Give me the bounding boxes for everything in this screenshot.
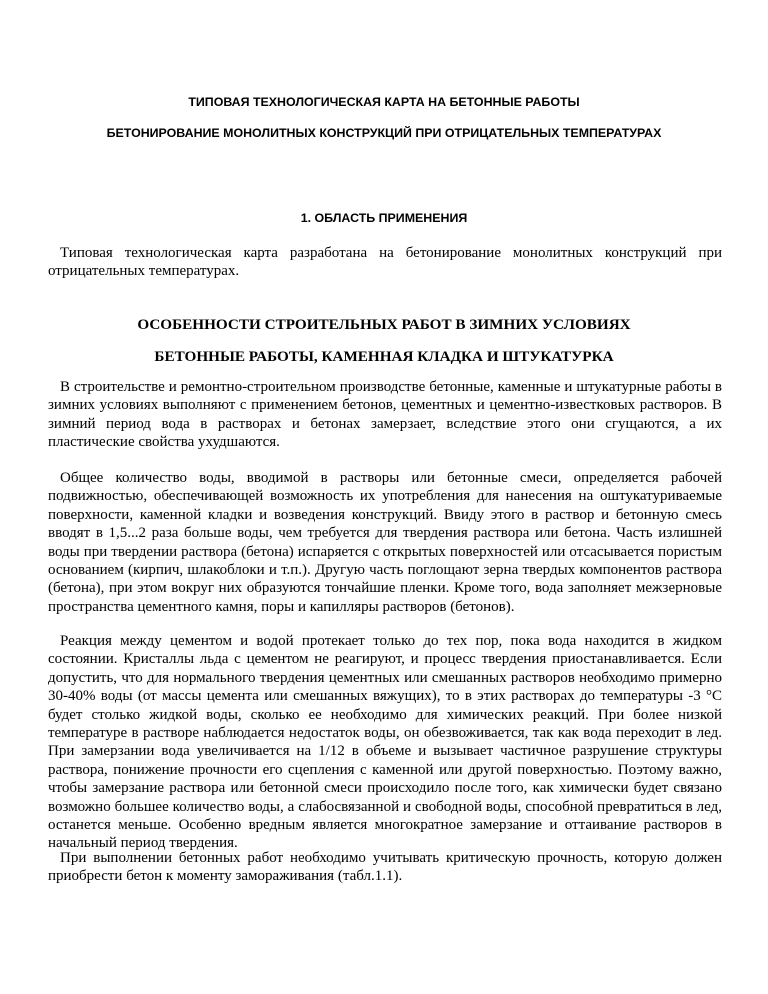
body-paragraph: Реакция между цементом и водой протекает только до тех пор, пока вода находится в жидком состоянии. Кристаллы льда с цементом не реагируют, и процесс твердения приостанавливается. Если допустить, что для нормального твердения цементных или смешанных растворов необходимо примерно 30-40% воды (от массы цемента или смешанных вяжущих), то в этих растворах до температуры -3 °С будет столько жидкой воды, сколько ее необходимо для химических реакций. При более низкой температуре в растворе наблюдается недостаток воды, он обезвоживается, так как вода переходит в лед. При замерзании вода увеличивается на 1/12 в объеме и вызывает частичное разрушение структуры раствора, понижение прочности его сцепления с каменной или другой поверхностью. Поэтому важно, чтобы замерзание раствора или бетонной смеси происходило после того, как химически будет связано возможно большее количество воды, а слабосвязанной и свободной воды, способной превратиться в лед, останется меньше. Особенно вредным является многократное замерзание и оттаивание растворов в начальный период твердения.: [48, 633, 722, 852]
scope-paragraph: Типовая технологическая карта разработана на бетонирование монолитных конструкций при отрицательных температурах.: [48, 245, 722, 280]
document-subtitle: БЕТОНИРОВАНИЕ МОНОЛИТНЫХ КОНСТРУКЦИЙ ПРИ ОТРИЦАТЕЛЬНЫХ ТЕМПЕРАТУРАХ: [106, 126, 662, 140]
body-paragraph: При выполнении бетонных работ необходимо учитывать критическую прочность, которую должен приобрести бетон к моменту замораживания (табл.1.1).: [48, 850, 722, 885]
body-paragraph: В строительстве и ремонтно-строительном производстве бетонные, каменные и штукатурные работы в зимних условиях выполняют с применением бетонов, цементных и цементно-известковых растворов. В зимний период вода в растворах и бетонах замерзает, вследствие этого они сгущаются, а их пластические свойства ухудшаются.: [48, 379, 722, 451]
document-title: ТИПОВАЯ ТЕХНОЛОГИЧЕСКАЯ КАРТА НА БЕТОННЫЕ РАБОТЫ: [188, 95, 580, 109]
section-heading-scope: 1. ОБЛАСТЬ ПРИМЕНЕНИЯ: [300, 211, 468, 225]
section-heading-winter: ОСОБЕННОСТИ СТРОИТЕЛЬНЫХ РАБОТ В ЗИМНИХ УСЛОВИЯХ: [137, 316, 631, 333]
section-subheading-works: БЕТОННЫЕ РАБОТЫ, КАМЕННАЯ КЛАДКА И ШТУКАТУРКА: [154, 348, 614, 365]
body-paragraph: Общее количество воды, вводимой в растворы или бетонные смеси, определяется рабочей подвижностью, обеспечивающей возможность их употребления для нанесения на оштукатуриваемые поверхности, каменной кладки и возведения конструкций. Ввиду этого в раствор и бетонную смесь вводят в 1,5...2 раза больше воды, чем требуется для твердения раствора или бетона. Часть излишней воды при твердении раствора (бетона) испаряется с открытых поверхностей или отсасывается пористым основанием (кирпич, шлакоблоки и т.п.). Другую часть поглощают зерна твердых компонентов раствора (бетона), при этом вокруг них образуются тончайшие пленки. Кроме того, вода заполняет межзерновые пространства цементного камня, поры и капилляры растворов (бетонов).: [48, 470, 722, 615]
